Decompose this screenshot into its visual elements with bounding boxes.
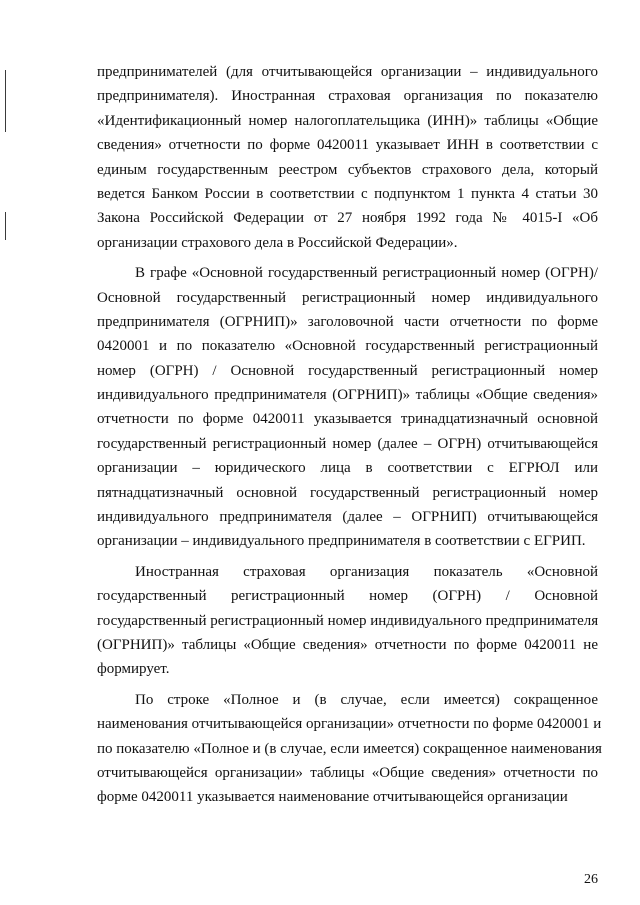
text-line: по показателю «Полное и (в случае, если имеется) сокращенное наименования — [97, 740, 602, 757]
paragraph — [97, 688, 602, 810]
paragraph — [97, 60, 598, 255]
text-line: (ОГРНИП)» таблицы «Общие сведения» отчетности по форме 0420011 не — [97, 636, 598, 653]
paragraph — [97, 261, 598, 554]
text-line: индивидуального предпринимателя (далее – ОГРНИП) отчитывающейся — [97, 509, 598, 526]
text-line: 0420001 и по показателю «Основной государственный регистрационный — [97, 338, 598, 355]
text-line: По строке «Полное и (в случае, если имеется) сокращенное — [135, 691, 598, 708]
text-line: формирует. — [97, 661, 170, 678]
margin-line-mark — [5, 70, 6, 132]
text-line: пятнадцатизначный основной государственный регистрационный номер — [97, 484, 598, 501]
paragraph — [97, 560, 598, 682]
text-line: В графе «Основной государственный регистрационный номер (ОГРН)/ — [135, 265, 598, 282]
text-line: наименования отчитывающейся организации» отчетности по форме 0420001 и — [97, 716, 602, 733]
text-line: государственный регистрационный номер индивидуального предпринимателя — [97, 612, 599, 629]
text-line: ведется Банком России в соответствии с подпунктом 1 пункта 4 статьи 30 — [97, 185, 598, 202]
text-line: Основной государственный регистрационный номер индивидуального — [97, 289, 598, 306]
text-line: предпринимателя). Иностранная страховая организация по показателю — [97, 88, 598, 105]
text-line: организации – индивидуального предпринимателя в соответствии с ЕГРИП. — [97, 533, 586, 550]
text-line: Закона Российской Федерации от 27 ноября 1992 года № 4015-I «Об — [97, 210, 598, 227]
text-line: форме 0420011 указывается наименование отчитывающейся организации — [97, 789, 568, 806]
text-line: сведения» отчетности по форме 0420011 указывает ИНН в соответствии с — [97, 137, 598, 154]
text-line: государственный регистрационный номер (ОГРН) / Основной — [97, 588, 598, 605]
text-line: отчетности по форме 0420011 указывается тринадцатизначный основной — [97, 411, 598, 428]
text-line: организации страхового дела в Российской Федерации». — [97, 234, 458, 251]
text-line: отчитывающейся организации» таблицы «Общие сведения» отчетности по — [97, 764, 598, 781]
text-line: «Идентификационный номер налогоплательщика (ИНН)» таблицы «Общие — [97, 112, 598, 129]
page-number: 26 — [584, 872, 598, 887]
document-body — [97, 60, 602, 810]
text-line: номер (ОГРН) / Основной государственный регистрационный номер — [97, 362, 598, 379]
text-line: Иностранная страховая организация показатель «Основной — [135, 563, 598, 580]
text-line: индивидуального предпринимателя (ОГРНИП)» таблицы «Общие сведения» — [97, 387, 598, 404]
margin-line-mark — [5, 212, 6, 240]
text-line: государственный регистрационный номер (далее – ОГРН) отчитывающейся — [97, 435, 598, 452]
text-line: единым государственным реестром субъектов страхового дела, который — [97, 161, 598, 178]
text-line: предпринимателя (ОГРНИП)» заголовочной части отчетности по форме — [97, 313, 598, 330]
text-line: организации – юридического лица в соответствии с ЕГРЮЛ или — [97, 460, 598, 477]
text-line: предпринимателей (для отчитывающейся организации – индивидуального — [97, 64, 598, 80]
